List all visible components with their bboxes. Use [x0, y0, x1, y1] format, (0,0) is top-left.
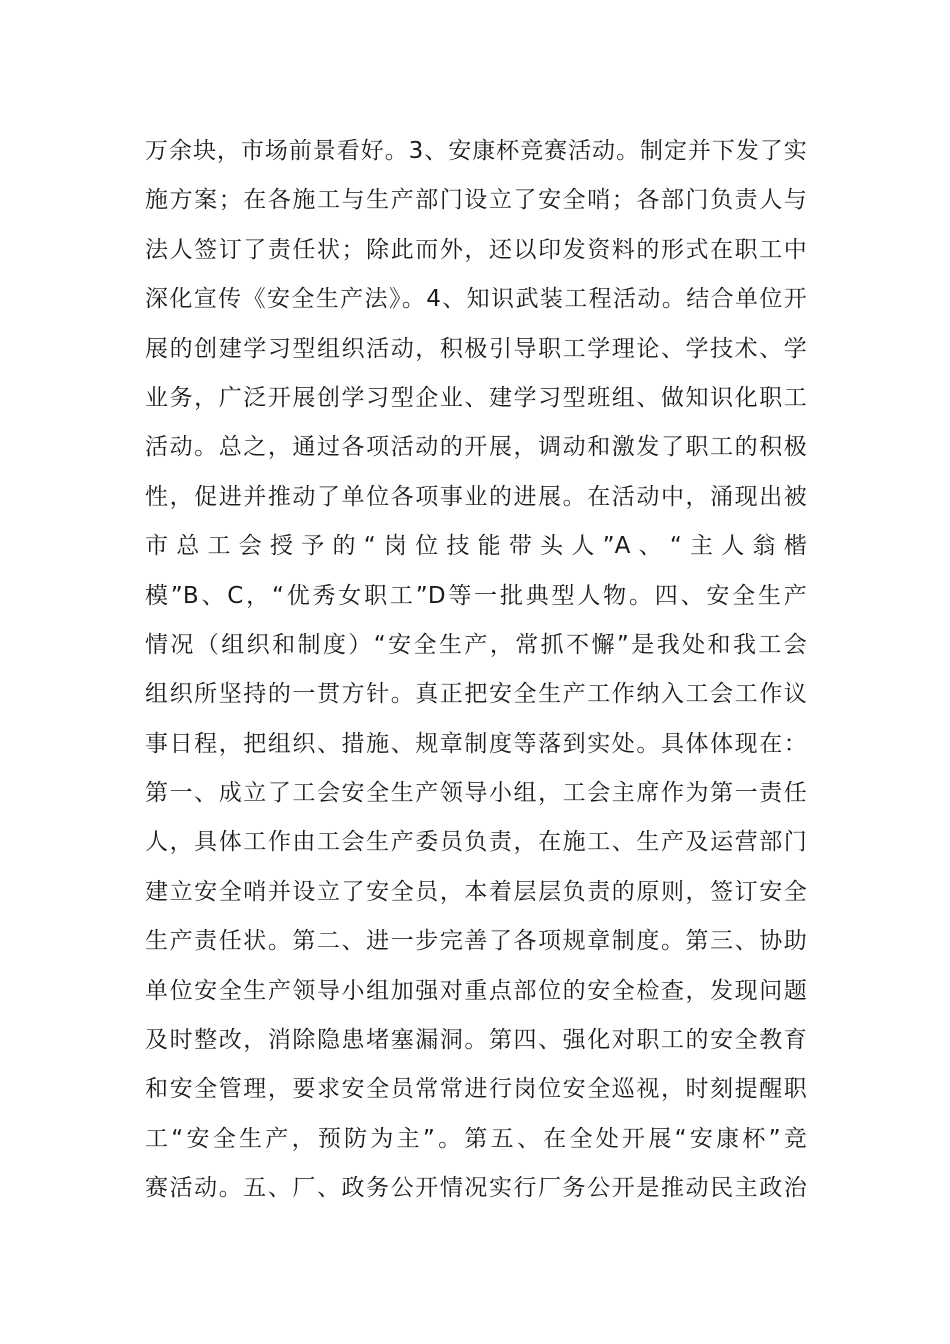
text-line: 模”B、C，“优秀女职工”D等一批典型人物。四、安全生产 — [145, 582, 807, 609]
text-line: 法人签订了责任状；除此而外，还以印发资料的形式在职工中 — [145, 236, 807, 263]
text-line: 万余块，市场前景看好。3、安康杯竞赛活动。制定并下发了实 — [145, 138, 807, 164]
text-line: 和安全管理，要求安全员常常进行岗位安全巡视，时刻提醒职 — [145, 1076, 807, 1103]
text-line: 建立安全哨并设立了安全员，本着层层负责的原则，签订安全 — [145, 878, 807, 905]
text-line: 单位安全生产领导小组加强对重点部位的安全检查，发现问题 — [145, 977, 807, 1004]
text-line: 施方案；在各施工与生产部门设立了安全哨；各部门负责人与 — [145, 187, 807, 214]
text-line: 组织所坚持的一贯方针。真正把安全生产工作纳入工会工作议 — [145, 681, 807, 708]
text-line: 赛活动。五、厂、政务公开情况实行厂务公开是推动民主政治 — [145, 1175, 807, 1202]
text-line: 人，具体工作由工会生产委员负责，在施工、生产及运营部门 — [145, 829, 807, 856]
text-line: 性，促进并推动了单位各项事业的进展。在活动中，涌现出被 — [145, 483, 807, 510]
text-line: 业务，广泛开展创学习型企业、建学习型班组、做知识化职工 — [145, 384, 807, 411]
text-line: 事日程，把组织、措施、规章制度等落到实处。具体体现在： — [145, 730, 807, 757]
text-line: 深化宣传《安全生产法》。4、知识武装工程活动。结合单位开 — [145, 286, 807, 313]
text-line: 市总工会授予的“岗位技能带头人”A、“主人翁楷 — [145, 533, 807, 560]
text-line: 及时整改，消除隐患堵塞漏洞。第四、强化对职工的安全教育 — [145, 1027, 807, 1054]
text-line: 生产责任状。第二、进一步完善了各项规章制度。第三、协助 — [145, 928, 807, 955]
text-line: 活动。总之，通过各项活动的开展，调动和激发了职工的积极 — [145, 434, 807, 461]
text-line: 展的创建学习型组织活动，积极引导职工学理论、学技术、学 — [145, 335, 807, 362]
text-line: 工“安全生产，预防为主”。第五、在全处开展“安康杯”竞 — [145, 1125, 807, 1152]
body-text — [145, 127, 807, 1214]
text-line: 第一、成立了工会安全生产领导小组，工会主席作为第一责任 — [145, 780, 807, 807]
text-line: 情况（组织和制度）“安全生产，常抓不懈”是我处和我工会 — [145, 631, 807, 658]
